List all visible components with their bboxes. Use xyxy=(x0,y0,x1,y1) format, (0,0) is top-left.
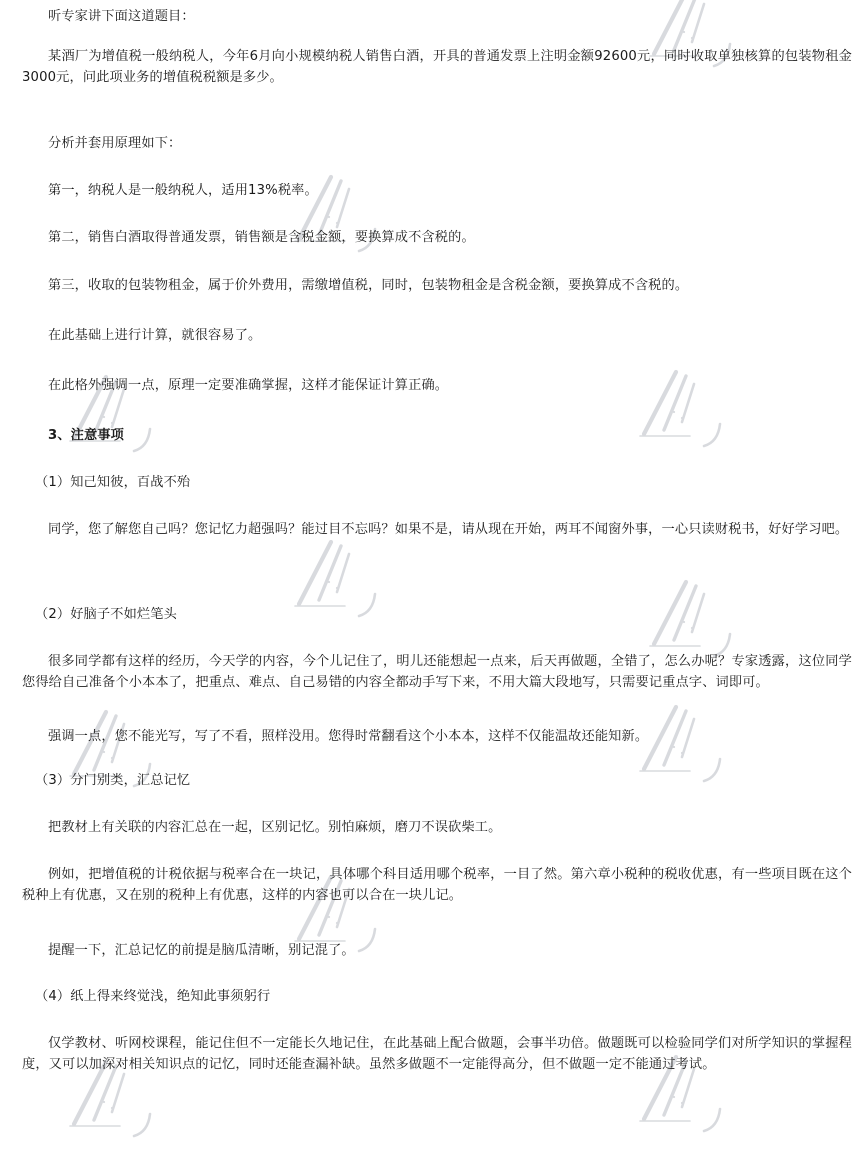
paragraph: 在此基础上进行计算，就很容易了。 xyxy=(48,328,262,343)
paragraph: 仅学教材、听网校课程，能记住但不一定能长久地记住，在此基础上配合做题，会事半功倍。做题既可以检验同学们对所学知识的掌握程度，又可以加深对相关知识点的记忆，同时还能查漏补缺。虽然多做题不一定能得高分，但不做题一定不能通过考试。 xyxy=(22,1036,852,1072)
paragraph: 分析并套用原理如下： xyxy=(48,136,182,151)
paragraph: 第三，收取的包装物租金，属于价外费用，需缴增值税，同时，包装物租金是含税金额，要换算成不含税的。 xyxy=(48,278,689,293)
paragraph: 某酒厂为增值税一般纳税人，今年6月向小规模纳税人销售白酒，开具的普通发票上注明金额92600元，同时收取单独核算的包装物租金3000元，问此项业务的增值税税额是多少。 xyxy=(22,49,852,85)
paragraph: 把教材上有关联的内容汇总在一起，区别记忆。别怕麻烦，磨刀不误砍柴工。 xyxy=(48,820,502,835)
paragraph: 第二，销售白酒取得普通发票，销售额是含税金额，要换算成不含税的。 xyxy=(48,230,475,245)
paragraph: 在此格外强调一点，原理一定要准确掌握，这样才能保证计算正确。 xyxy=(48,378,449,393)
paragraph: 强调一点，您不能光写，写了不看，照样没用。您得时常翻看这个小本本，这样不仅能温故还能知新。 xyxy=(48,729,649,744)
paragraph: （1）知己知彼，百战不殆 xyxy=(35,475,191,490)
paragraph: 例如，把增值税的计税依据与税率合在一块记，具体哪个科目适用哪个税率，一目了然。第六章小税种的税收优惠，有一些项目既在这个税种上有优惠，又在别的税种上有优惠，这样的内容也可以合在一块儿记。 xyxy=(22,867,852,903)
watermark-icon xyxy=(285,155,405,265)
paragraph: 同学，您了解您自己吗？您记忆力超强吗？能过目不忘吗？如果不是，请从现在开始，两耳不闻窗外事，一心只读财税书，好好学习吧。 xyxy=(48,522,849,537)
paragraph: 第一，纳税人是一般纳税人，适用13%税率。 xyxy=(48,183,318,198)
paragraph: 听专家讲下面这道题目： xyxy=(48,9,195,24)
watermark-icon xyxy=(60,355,180,465)
paragraph: （3）分门别类，汇总记忆 xyxy=(35,773,191,788)
paragraph: （4）纸上得来终觉浅，绝知此事须躬行 xyxy=(35,989,271,1004)
paragraph: （2）好脑子不如烂笔头 xyxy=(35,607,177,622)
paragraph: 很多同学都有这样的经历，今天学的内容，今个儿记住了，明儿还能想起一点来，后天再做题，全错了，怎么办呢？专家透露，这位同学您得给自己准备个小本本了，把重点、难点、自己易错的内容全都动手写下来，不用大篇大段地写，只需要记重点字、词即可。 xyxy=(22,654,852,690)
paragraph: 3、注意事项 xyxy=(48,428,125,443)
paragraph: 提醒一下，汇总记忆的前提是脑瓜清晰，别记混了。 xyxy=(48,943,355,958)
